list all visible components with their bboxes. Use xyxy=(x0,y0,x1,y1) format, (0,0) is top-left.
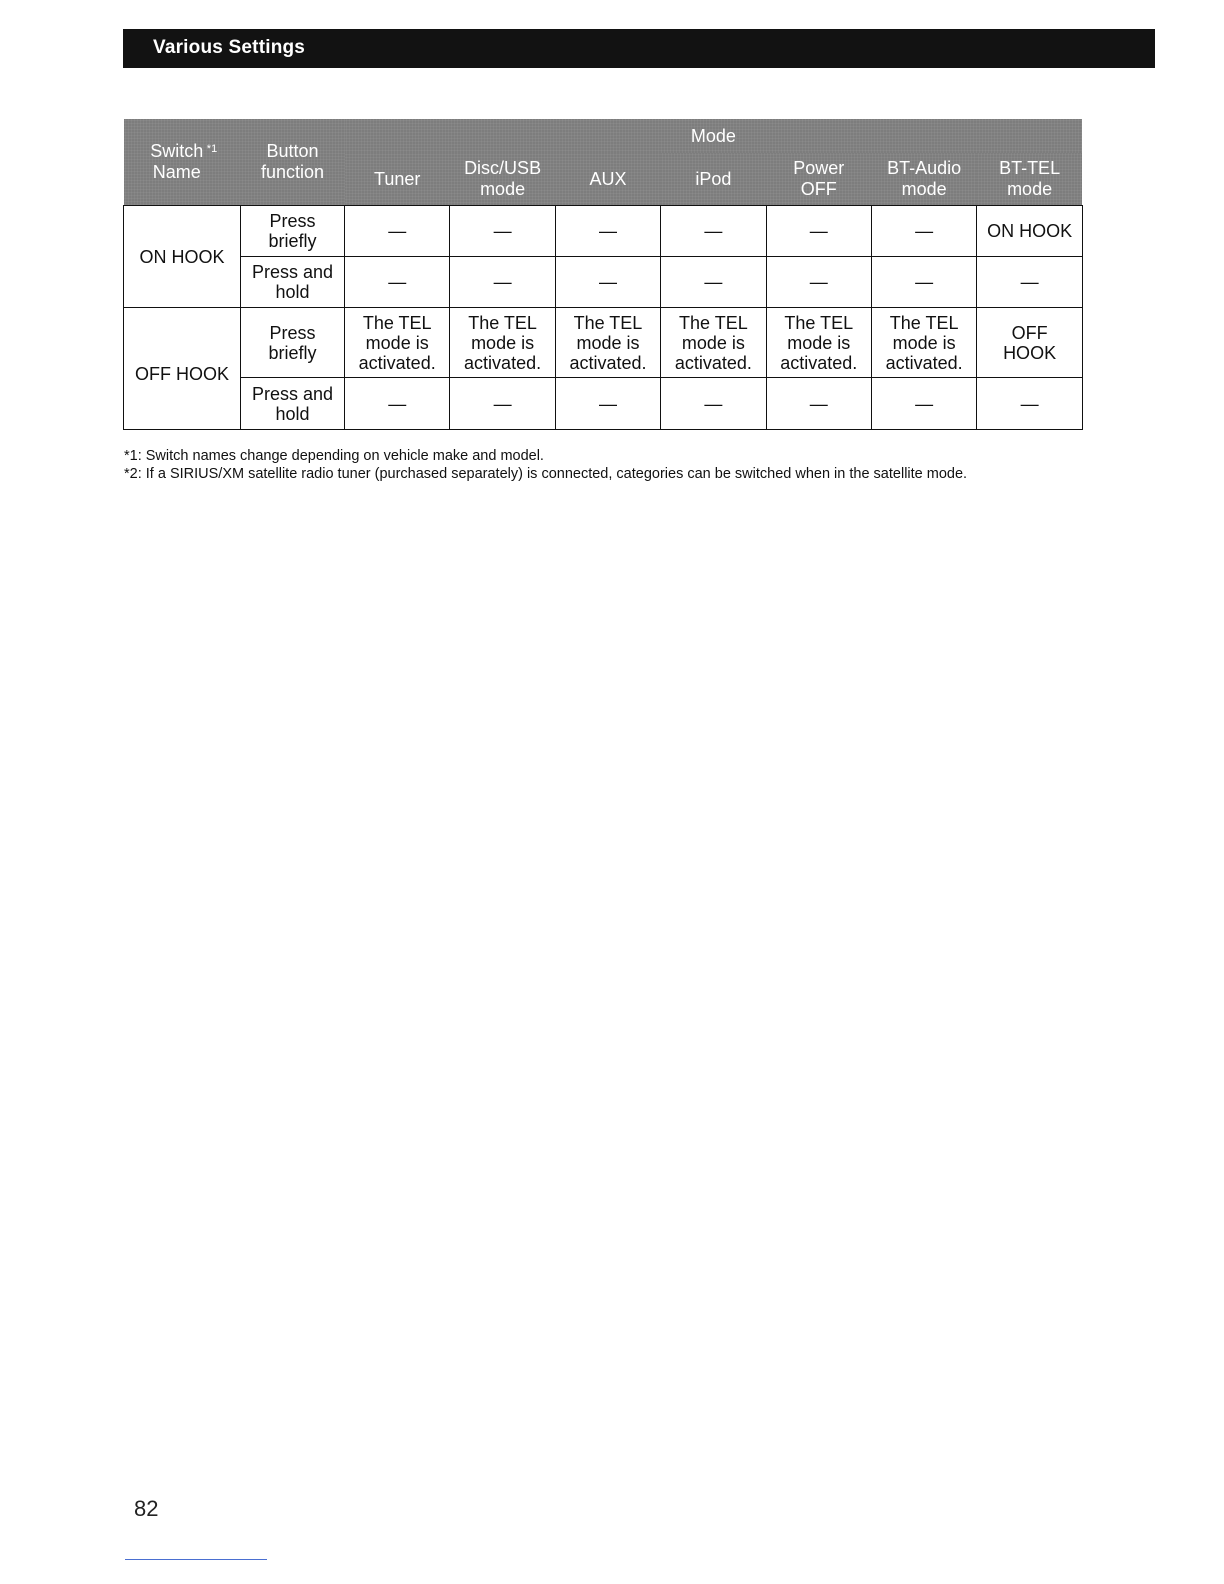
table-row xyxy=(124,378,1083,430)
footnote-ref-1: *1 xyxy=(206,143,218,155)
cell-text: The TEL mode is activated. xyxy=(464,312,542,373)
page-number: 82 xyxy=(134,1496,159,1521)
table-cell: — xyxy=(661,206,766,257)
switch-name-cell: OFF HOOK xyxy=(124,308,241,430)
button-function-cell xyxy=(241,206,345,257)
header-mode-power-off-label: Power OFF xyxy=(793,158,845,199)
table-cell: — xyxy=(450,257,555,308)
header-switch-name xyxy=(124,119,241,206)
footnotes xyxy=(124,447,967,483)
table-cell: — xyxy=(555,378,660,430)
header-mode-bt-tel xyxy=(977,153,1082,206)
button-function-label: Press and hold xyxy=(251,383,334,424)
button-function-label: Press briefly xyxy=(268,322,317,363)
button-function-label: Press briefly xyxy=(268,211,317,251)
section-header-bar xyxy=(123,29,1155,68)
switch-name-cell: ON HOOK xyxy=(124,206,241,308)
cell-text: The TEL mode is activated. xyxy=(569,312,647,373)
button-function-cell xyxy=(241,378,345,430)
header-mode-bt-tel-label: BT-TEL mode xyxy=(999,158,1061,199)
table-cell: — xyxy=(661,378,766,430)
table-cell: — xyxy=(871,378,976,430)
table-cell: — xyxy=(766,257,871,308)
header-mode-group: Mode xyxy=(345,119,1083,153)
button-function-cell xyxy=(241,308,345,378)
table-cell xyxy=(871,308,976,378)
header-mode-power-off xyxy=(766,153,871,206)
header-button-function xyxy=(241,119,345,206)
table-cell: — xyxy=(871,206,976,257)
table-cell: — xyxy=(345,257,450,308)
table-cell xyxy=(766,308,871,378)
cell-text: The TEL mode is activated. xyxy=(674,312,752,373)
header-button-function-label: Button function xyxy=(260,141,325,182)
table-cell xyxy=(450,308,555,378)
cell-text: The TEL mode is activated. xyxy=(780,312,858,373)
table-cell: — xyxy=(661,257,766,308)
bottom-divider xyxy=(125,1559,267,1560)
table-cell: — xyxy=(555,206,660,257)
cell-text: The TEL mode is activated. xyxy=(358,312,436,373)
table-row xyxy=(124,257,1083,308)
header-mode-bt-audio xyxy=(871,153,976,206)
table-cell xyxy=(345,308,450,378)
header-mode-bt-audio-label: BT-Audio mode xyxy=(887,158,962,199)
section-title: Various Settings xyxy=(153,37,306,58)
table-cell xyxy=(661,308,766,378)
table-cell: — xyxy=(977,257,1082,308)
footnote-1: *1: Switch names change depending on vehicle make and model. xyxy=(124,448,544,464)
table-cell: — xyxy=(450,378,555,430)
footnote-2: *2: If a SIRIUS/XM satellite radio tuner (purchased separately) is connected, categories can be switched when in the satellite mode. xyxy=(124,466,968,482)
table-row xyxy=(124,206,1083,257)
table-cell xyxy=(977,308,1082,378)
table-cell: — xyxy=(766,378,871,430)
button-function-label: Press and hold xyxy=(251,262,334,302)
table-row xyxy=(124,308,1083,378)
switch-settings-table xyxy=(123,119,1083,430)
table-cell: — xyxy=(766,206,871,257)
table-cell: — xyxy=(345,206,450,257)
header-mode-aux: AUX xyxy=(555,153,660,206)
header-mode-ipod: iPod xyxy=(661,153,766,206)
header-mode-disc-usb-label: Disc/USB mode xyxy=(464,158,542,199)
table-cell xyxy=(555,308,660,378)
cell-text: OFF HOOK xyxy=(1003,322,1057,363)
table-cell: — xyxy=(555,257,660,308)
header-mode-tuner: Tuner xyxy=(345,153,450,206)
table-cell: — xyxy=(871,257,976,308)
cell-text: The TEL mode is activated. xyxy=(885,312,963,373)
button-function-cell xyxy=(241,257,345,308)
header-switch-name-label: Switch Name xyxy=(150,141,204,182)
table-cell: — xyxy=(450,206,555,257)
table-cell: ON HOOK xyxy=(977,206,1082,257)
table-cell: — xyxy=(977,378,1082,430)
table-cell: — xyxy=(345,378,450,430)
header-mode-disc-usb xyxy=(450,153,555,206)
